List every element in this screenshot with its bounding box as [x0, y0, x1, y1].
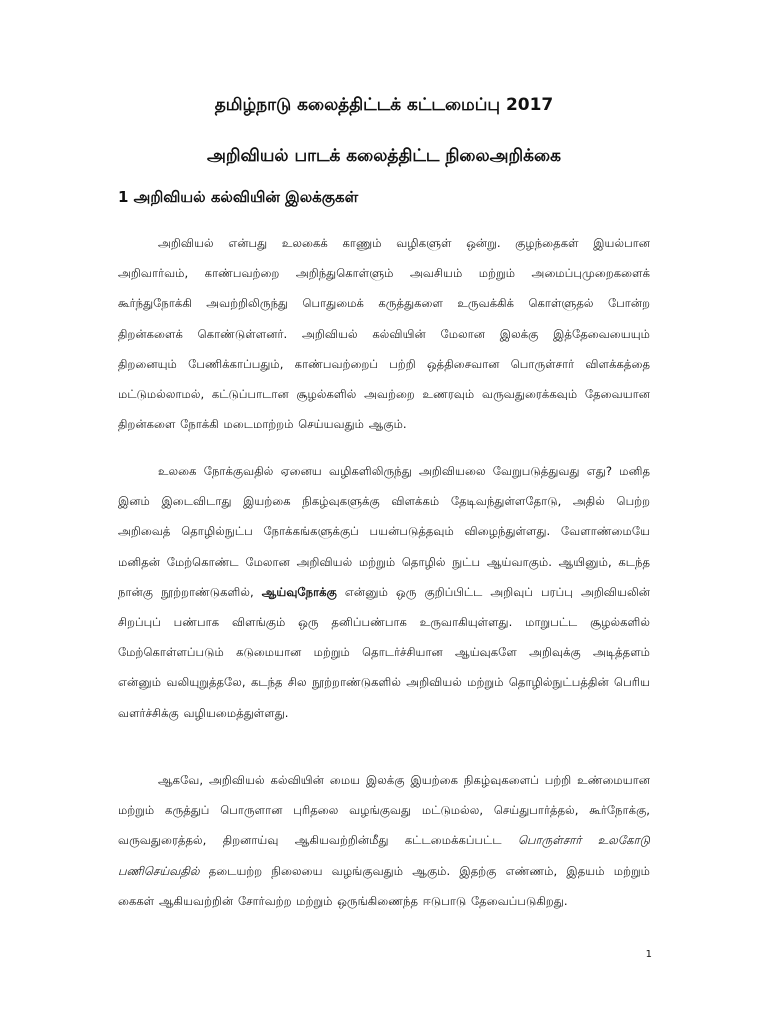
page-number: 1 [645, 949, 652, 960]
paragraph-2-text-a: உலகை நோக்குவதில் ஏனைய வழிகளிலிருந்து அறிவியலை வேறுபடுத்துவது எது? மனித இனம் இடைவிடாது இயற்கை நிகழ்வுகளுக்கு விளக்கம் தேடிவந்துள்ளதோடு, அதில் பெற்ற அறிவைத் தொழில்நுட்ப நோக்கங்களுக்குப் பயன்படுத்தவும் விழைந்துள்ளது. வேளாண்மையே மனிதன் மேற்கொண்ட மேலான அறிவியல் மற்றும் தொழில் நுட்ப ஆய்வாகும். ஆயினும், கடந்த நான்கு நூற்றாண்டுகளில், [118, 464, 650, 599]
paragraph-1: அறிவியல் என்பது உலகைக் காணும் வழிகளுள் ஒன்று. குழந்தைகள் இயல்பான அறிவார்வம், காண்பவற்றை அறிந்துகொள்ளும் அவசியம் மற்றும் அமைப்புமுறைகளைக் கூர்ந்துநோக்கி அவற்றிலிருந்து பொதுமைக் கருத்துகளை உருவக்கிக் கொள்ளுதல் போன்ற திறன்களைக் கொண்டுள்ளனர். அறிவியல் கல்வியின் மேலான இலக்கு இத்தேவையையும் திறனையும் பேணிக்காப்பதும், காண்பவற்றைப் பற்றி ஒத்திசைவான பொருள்சார் விளக்கத்தை மட்டுமல்லாமல், கட்டுப்பாடான சூழல்களில் அவற்றை உணரவும் வருவதுரைக்கவும் தேவையான திறன்களை நோக்கி மடைமாற்றம் செய்யவதும் ஆகும். [118, 236, 650, 432]
paragraph-2-bold-term: ஆய்வுநோக்கு [261, 584, 337, 599]
section-heading: 1 அறிவியல் கல்வியின் இலக்குகள் [118, 188, 359, 206]
paragraph-2 [118, 456, 650, 728]
paragraph-3-italic-phrase: பொருள்சார் உலகோடு பணிசெய்வதில் [118, 833, 650, 878]
document-subtitle: அறிவியல் பாடக் கலைத்திட்ட நிலைஅறிக்கை [206, 146, 561, 166]
paragraph-3-text-a: ஆகவே, அறிவியல் கல்வியின் மைய இலக்கு இயற்கை நிகழ்வுகளைப் பற்றி உண்மையான மற்றும் கருத்துப் பொருளான புரிதலை வழங்குவது மட்டுமல்ல, செய்துபார்த்தல், கூர்நோக்கு, வருவதுரைத்தல், திறனாய்வு ஆகியவற்றின்மீது கட்டமைக்கப்பட்ட [118, 773, 650, 848]
document-title: தமிழ்நாடு கலைத்திட்டக் கட்டமைப்பு 2017 [214, 95, 554, 115]
paragraph-2-text-b: என்னும் ஒரு குறிப்பிட்ட அறிவுப் பரப்பு அறிவியலின் சிறப்புப் பண்பாக விளங்கும் ஒரு தனிப்பண்பாக உருவாகியுள்ளது. மாறுபட்ட சூழல்களில் மேற்கொள்ளப்படும் கடுமையான மற்றும் தொடர்ச்சியான ஆய்வுகளே அறிவுக்கு அடித்தளம் என்னும் வலியுறுத்தலே, கடந்த சில நூற்றாண்டுகளில் அறிவியல் மற்றும் தொழில்நுட்பத்தின் பெரிய வளர்ச்சிக்கு வழியமைத்துள்ளது. [118, 584, 650, 720]
paragraph-3 [118, 765, 650, 916]
paragraph-3-text-b: தடையற்ற நிலையை வழங்குவதும் ஆகும். இதற்கு எண்ணம், இதயம் மற்றும் கைகள் ஆகியவற்றின் சோர்வற்ற மற்றும் ஒருங்கிணைந்த ஈடுபாடு தேவைப்படுகிறது. [118, 863, 650, 908]
